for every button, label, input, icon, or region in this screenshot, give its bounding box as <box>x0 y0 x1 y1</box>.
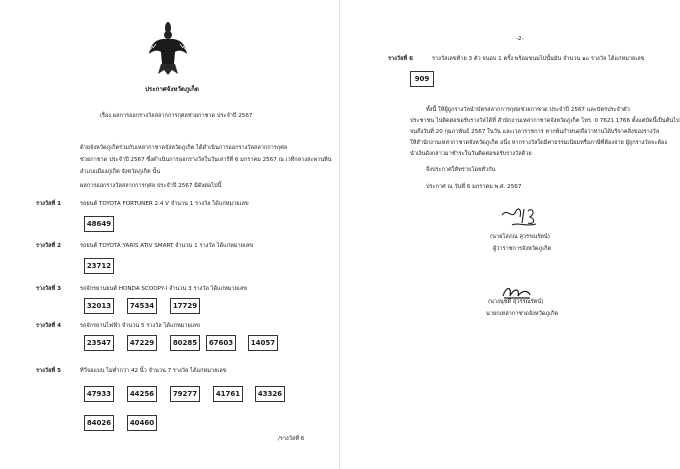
prize-description: รางวัลเลขท้าย 3 ตัว จนอบ 1 ครั้ง พร้อมขนมไปนั้นมัน จำนวน ๑๐ รางวัล ได้แก่หมายเลข <box>432 56 645 62</box>
winning-number: 84026 <box>84 415 114 431</box>
prize-label: รางวัลที่ 1 <box>36 201 61 207</box>
prize-label: รางวัลที่ 6 <box>388 56 413 62</box>
announcement-line: จึงประกาศให้ทราบโดยทั่วกัน <box>426 167 496 173</box>
signer-title: นายกเหล่ากาชาดจังหวัดภูเก็ต <box>486 311 558 317</box>
signer-name: (นางนุชดี สุวรรณรัตน์) <box>488 299 544 305</box>
body-line: อำเภอเมืองภูเก็ต จังหวัดภูเก็ต นั้น <box>80 169 161 175</box>
prize-label: รางวัลที่ 3 <box>36 286 61 292</box>
continuation-note: /รางวัลที่ 6 <box>278 436 305 442</box>
winning-number: 43326 <box>255 386 285 402</box>
winning-number: 47933 <box>84 386 114 402</box>
body-line: ผลการออกรางวัลสลากการกุศล ประจำปี 2567 มีดังต่อไปนี้ <box>80 183 222 189</box>
body-line: ให้สำนักงานเหล่ากาชาดจังหวัดภูเก็ต อนึ่ง หากรางวัลใดมีค่าธรรมเนียมหรือภาษีที่ต้องจ่าย ผู้ถูกรางวัลจะต้อง <box>410 140 668 146</box>
body-line: ประชาชน ไปติดต่อขอรับรางวัลได้ที่ สำนักงานเหล่ากาชาดจังหวัดภูเก็ต โทร. 0 7621 1766 ตั้งแต่บัดนี้เป็นต้นไป <box>410 118 680 124</box>
winning-number: 67603 <box>206 335 236 351</box>
winning-number: 47229 <box>127 335 157 351</box>
prize-description: รถจักรยานยนต์ HONDA SCOOPY-I จำนวน 3 รางวัล ได้แก่หมายเลข <box>80 286 248 292</box>
prize-description: ทีวีจอแบน ไม่ต่ำกว่า 42 นิ้ว จำนวน 7 รางวัล ได้แก่หมายเลข <box>80 368 227 374</box>
winning-number: 44256 <box>127 386 157 402</box>
page-number: -2- <box>516 36 524 42</box>
body-line: ช่วยกาชาด ประจำปี 2567 ซึ่งดำเนินการออกรางวัลในวันเสาร์ที่ 6 มกราคม 2567 ณ เวทีกลางสะพานหิน <box>80 157 332 163</box>
signer-title: ผู้ว่าราชการจังหวัดภูเก็ต <box>493 246 552 252</box>
signer-name: (นายโสภณ สุวรรณรัตน์) <box>490 234 550 240</box>
body-line: นำเงินดังกล่าวมาชำระในวันติดต่อขอรับรางวัลด้วย <box>410 151 532 157</box>
prize-description: รถจักรยานไฟฟ้า จำนวน 5 รางวัล ได้แก่หมายเลข <box>80 323 200 329</box>
governor-signature <box>498 203 546 229</box>
announcement-date: ประกาศ ณ วันที่ 6 มกราคม พ.ศ. 2567 <box>426 184 522 190</box>
body-line: ด้วยจังหวัดภูเก็ตร่วมกับเหล่ากาชาดจังหวัดภูเก็ต ได้ดำเนินการออกรางวัลสลากการกุศล <box>80 145 288 151</box>
winning-number: 79277 <box>170 386 200 402</box>
prize-label: รางวัลที่ 2 <box>36 243 61 249</box>
body-line: ทั้งนี้ ให้ผู้ถูกรางวัลนำบัตรสลากการกุศลช่วยกาชาด ประจำปี 2567 และบัตรประจำตัว <box>426 107 630 113</box>
prize-description: รถยนต์ TOYOTA YARIS ATIV SMART จำนวน 1 รางวัล ได้แก่หมายเลข <box>80 243 254 249</box>
winning-number: 23712 <box>84 258 114 274</box>
winning-number: 41761 <box>213 386 243 402</box>
winning-number: 32013 <box>84 298 114 314</box>
winning-number: 80285 <box>170 335 200 351</box>
document-subject: เรื่อง ผลการออกรางวัลสลากการกุศลช่วยกาชาด ประจำปี 2567 <box>100 113 253 119</box>
document-title: ประกาศจังหวัดภูเก็ต <box>145 86 199 93</box>
winning-number: 14057 <box>248 335 278 351</box>
document-page-2 <box>340 0 680 469</box>
body-line: จนถึงวันที่ 20 กุมภาพันธ์ 2567 ในวัน และเวลาราชการ หากพ้นกำหนดถือว่าท่านได้บริจาคสิ่งของรางวัล <box>410 129 660 135</box>
winning-number: 48649 <box>84 216 114 232</box>
winning-number: 74534 <box>127 298 157 314</box>
prize-description: รถยนต์ TOYOTA FORTUNER 2.4 V จำนวน 1 รางวัล ได้แก่หมายเลข <box>80 201 249 207</box>
winning-number: 40460 <box>127 415 157 431</box>
winning-number: 23547 <box>84 335 114 351</box>
prize-label: รางวัลที่ 5 <box>36 368 61 374</box>
winning-number: 909 <box>410 71 434 87</box>
prize-label: รางวัลที่ 4 <box>36 323 61 329</box>
garuda-emblem-icon <box>148 20 188 76</box>
winning-number: 17729 <box>170 298 200 314</box>
